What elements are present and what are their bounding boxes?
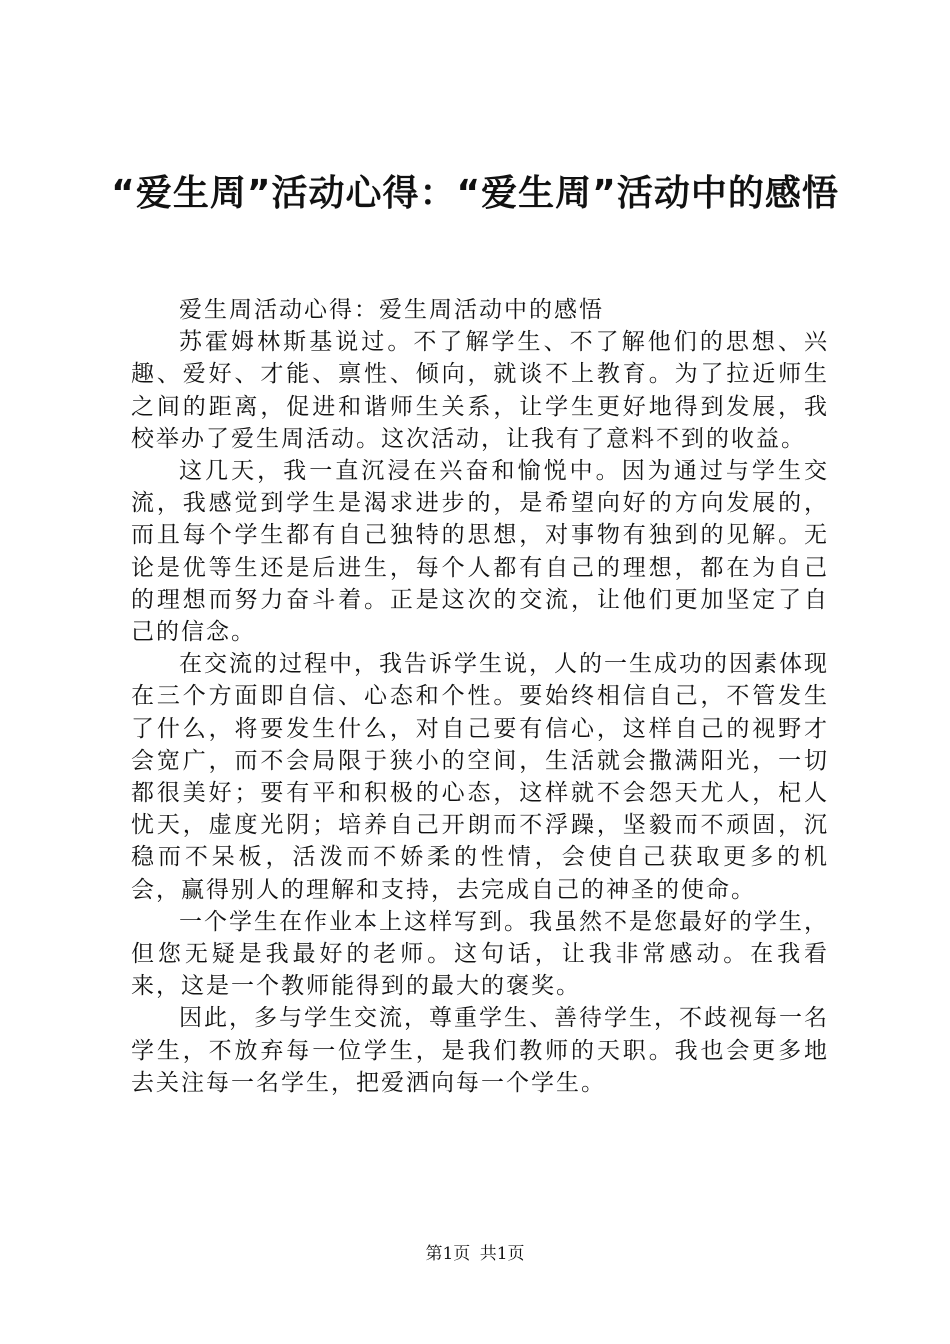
paragraph: 一个学生在作业本上这样写到。我虽然不是您最好的学生，但您无疑是我最好的老师。这句话，让我非常感动。在我看来，这是一个教师能得到的最大的褒奖。 <box>131 908 829 1000</box>
document-body <box>131 294 829 1099</box>
paragraph: 在交流的过程中，我告诉学生说，人的一生成功的因素体现在三个方面即自信、心态和个性。要始终相信自己，不管发生了什么，将要发生什么，对自己要有信心，这样自己的视野才会宽广，而不会局限于狭小的空间，生活就会撒满阳光，一切都很美好；要有平和积极的心态，这样就不会怨天尤人，杞人忧天，虚度光阴；培养自己开朗而不浮躁，坚毅而不顽固，沉稳而不呆板，活泼而不娇柔的性情，会使自己获取更多的机会，赢得别人的理解和支持，去完成自己的神圣的使命。 <box>131 651 829 903</box>
paragraph: 因此，多与学生交流，尊重学生、善待学生，不歧视每一名学生，不放弃每一位学生，是我们教师的天职。我也会更多地去关注每一名学生，把爱洒向每一个学生。 <box>131 1005 829 1096</box>
paragraph-subtitle: 爱生周活动心得：爱生周活动中的感悟 <box>179 297 604 323</box>
page-number: 第1页 <box>425 1244 471 1264</box>
paragraph: 苏霍姆林斯基说过。不了解学生、不了解他们的思想、兴趣、爱好、才能、禀性、倾向，就谈不上教育。为了拉近师生之间的距离，促进和谐师生关系，让学生更好地得到发展，我校举办了爱生周活动。这次活动，让我有了意料不到的收益。 <box>131 329 829 452</box>
document-title: “爱生周”活动心得：“爱生周”活动中的感悟 <box>111 173 839 214</box>
page-footer <box>0 1244 950 1264</box>
paragraph: 这几天，我一直沉浸在兴奋和愉悦中。因为通过与学生交流，我感觉到学生是渴求进步的，是希望向好的方向发展的，而且每个学生都有自己独特的思想，对事物有独到的见解。无论是优等生还是后进生，每个人都有自己的理想，都在为自己的理想而努力奋斗着。正是这次的交流，让他们更加坚定了自己的信念。 <box>131 458 829 646</box>
page-total: 共1页 <box>479 1244 525 1264</box>
